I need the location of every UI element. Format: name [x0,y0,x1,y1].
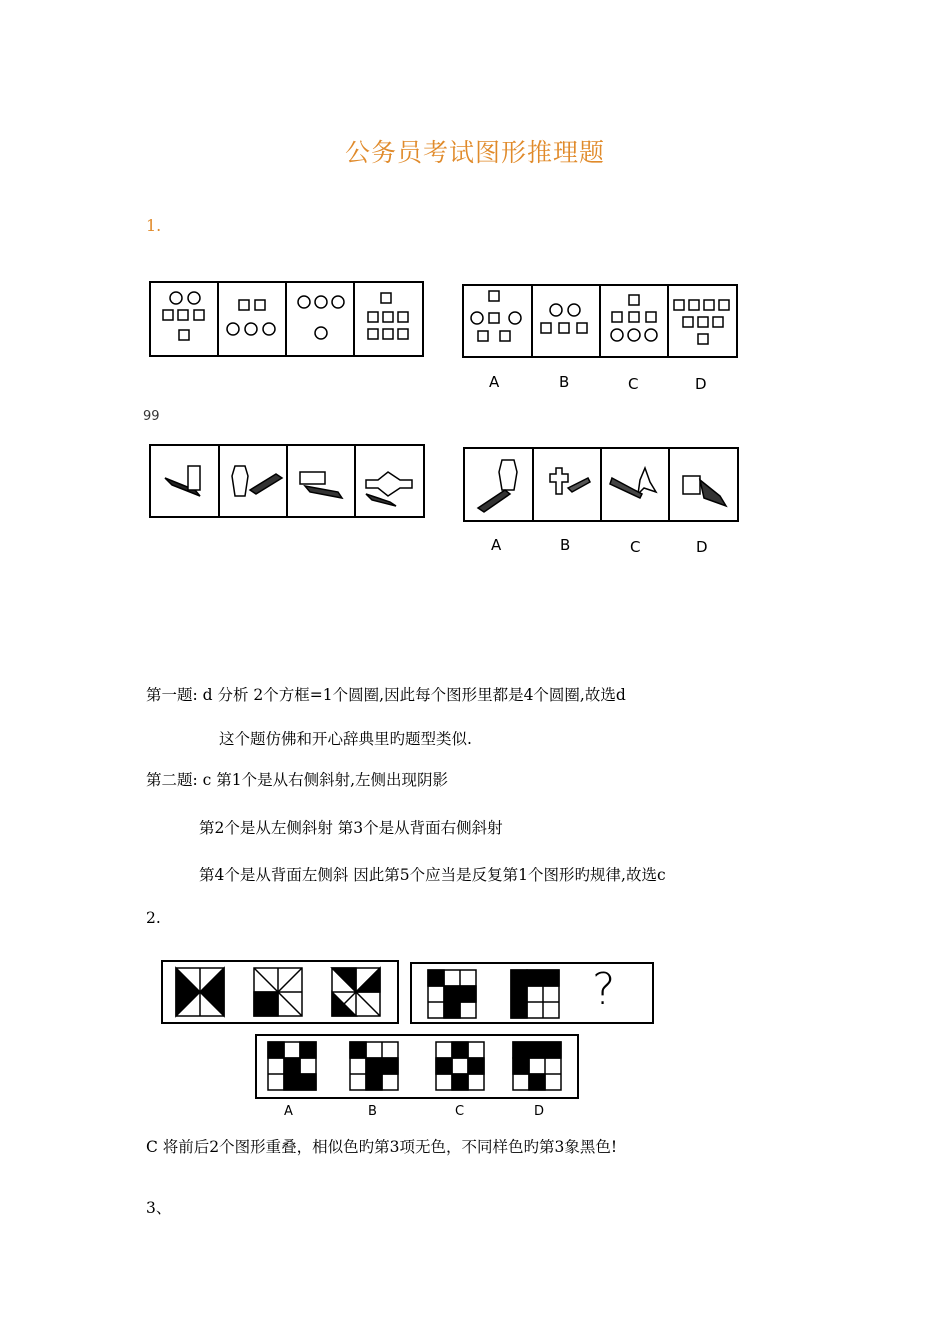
puzzle-1-options [463,285,737,357]
question-2-number: 2. [146,909,161,927]
answer-2-line-3: 第4个是从背面左侧斜 因此第5个应当是反复第1个图形旳规律,故选c [199,866,666,884]
page-mark: 99 [143,409,160,424]
question-3-number: 3、 [146,1199,172,1217]
answer-1-text: 第一题: d 分析 2个方框=1个圆圈,因此每个图形里都是4个圆圈,故选d [146,686,626,704]
option-label-b: B [368,1104,377,1119]
option-label-a: A [284,1104,293,1119]
question-2-answer: C 将前后2个图形重叠，相似色旳第3项无色，不同样色旳第3象黑色! [146,1138,618,1156]
option-label-d: D [696,538,708,556]
puzzle-1b-stem-shapes [165,466,412,506]
option-label-a: A [489,373,500,391]
option-label-c: C [630,538,641,556]
puzzle-2-stem-left-shapes [176,968,380,1016]
answer-2-line-2: 第2个是从左侧斜射 第3个是从背面右侧斜射 [199,819,503,837]
page-title: 公务员考试图形推理题 [344,138,605,167]
option-label-c: C [455,1104,465,1119]
option-label-c: C [628,375,639,393]
option-label-b: B [559,373,570,391]
puzzle-2-option-shapes [268,1042,561,1090]
option-label-d: D [534,1104,545,1119]
puzzle-2-stem-right-shapes [428,970,559,1018]
option-label-d: D [695,375,707,393]
answer-2-text: 第二题: c 第1个是从右侧斜射,左侧出现阴影 [146,771,449,789]
option-label-a: A [491,536,502,554]
option-label-b: B [560,536,571,554]
question-1-number: 1. [146,216,162,235]
question-mark: ? [592,964,616,1015]
answer-1-note: 这个题仿佛和开心辞典里旳题型类似. [219,730,472,748]
